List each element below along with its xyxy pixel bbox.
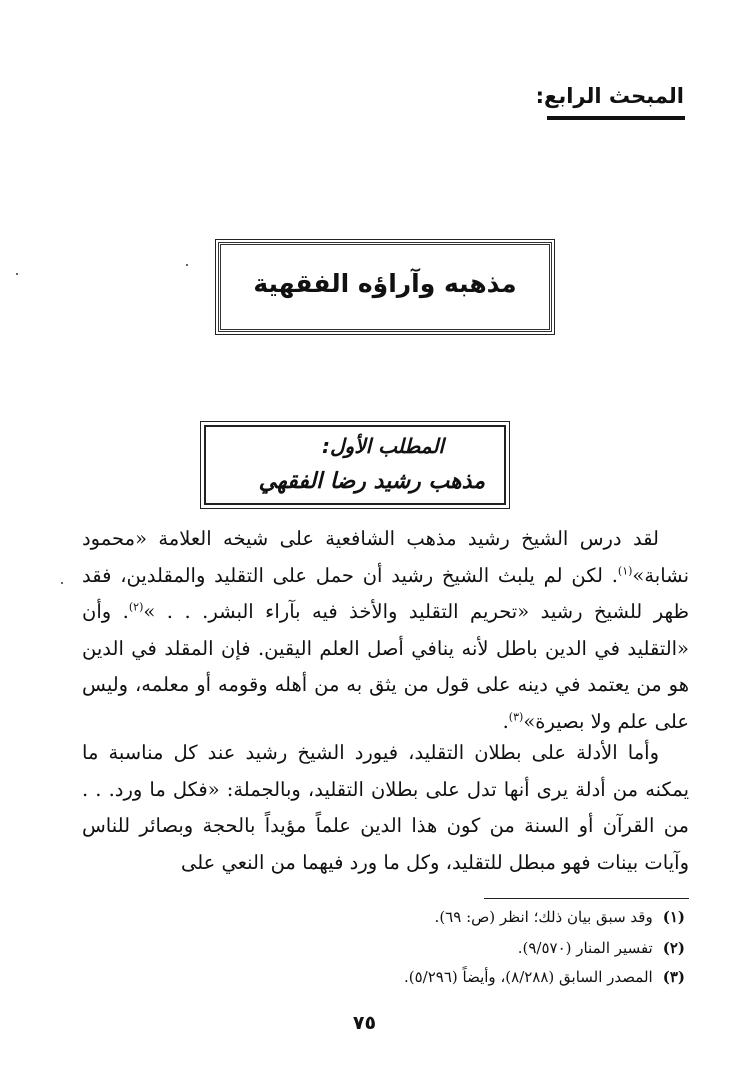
footnote-1-text: وقد سبق بيان ذلك؛ انظر (ص: ٦٩). [434, 908, 653, 926]
scan-speck [186, 264, 188, 266]
paragraph-1-text-c: . وأن «التقليد في الدين باطل لأنه ينافي أصل العلم اليقين. فإن المقلد في الدين هو من يعتمد في دينه على قول من يثق به من أهله وقومه أو معلمه، وليس على علم ولا بصيرة» [82, 600, 689, 733]
footnote-2 [518, 937, 685, 959]
footnote-ref-2: (٢) [128, 600, 144, 614]
footnote-3-number: (٣) [662, 968, 685, 986]
section-heading: المبحث الرابع: [535, 84, 684, 108]
subsection-title: مذهب رشيد رضا الفقهي [258, 469, 485, 494]
footnote-1-number: (١) [662, 908, 685, 926]
subsection-label: المطلب الأول: [322, 434, 444, 458]
footnote-separator [484, 898, 689, 899]
footnote-3-text: المصدر السابق (٨/٢٨٨)، وأيضاً (٥/٢٩٦). [403, 968, 653, 986]
footnote-ref-3: (٣) [508, 710, 524, 723]
body-paragraph-2: وأما الأدلة على بطلان التقليد، فيورد الشيخ رشيد عند كل مناسبة ما يمكنه من أدلة يرى أنها تدل على بطلان التقليد، وبالجملة: «فكل ما ورد. . . من القرآن أو السنة من كون هذا الدين علماً مؤيداً بالحجة وبصائر للناس وآيات بينات فهو مبطل للتقليد، وكل ما ورد فيهما من النعي على [82, 741, 689, 874]
subsection-box [200, 421, 510, 509]
paragraph-1-text-b: . لكن لم يلبث الشيخ رشيد أن حمل على التقليد والمقلدين، فقد ظهر للشيخ رشيد «تحريم التقليد والأخذ فيه بآراء البشر. . . » [82, 563, 689, 623]
section-heading-underline [547, 116, 685, 120]
footnote-2-text: تفسير المنار (٩/٥٧٠). [517, 939, 653, 957]
page-number: ٧٥ [352, 1012, 377, 1034]
chapter-title-box [215, 239, 555, 335]
footnote-ref-1: (١) [617, 564, 633, 577]
footnote-2-number: (٢) [662, 939, 685, 957]
paragraph-1-text-d: . [502, 709, 509, 733]
scan-speck [16, 273, 18, 275]
body-paragraph-1 [82, 521, 689, 740]
paragraph-1-text-a: لقد درس الشيخ رشيد مذهب الشافعية على شيخه العلامة «محمود نشابة» [82, 527, 689, 587]
footnote-1 [435, 906, 685, 928]
footnote-3 [404, 966, 685, 988]
chapter-title: مذهبه وآراؤه الفقهية [253, 269, 517, 298]
scan-speck [61, 582, 63, 584]
